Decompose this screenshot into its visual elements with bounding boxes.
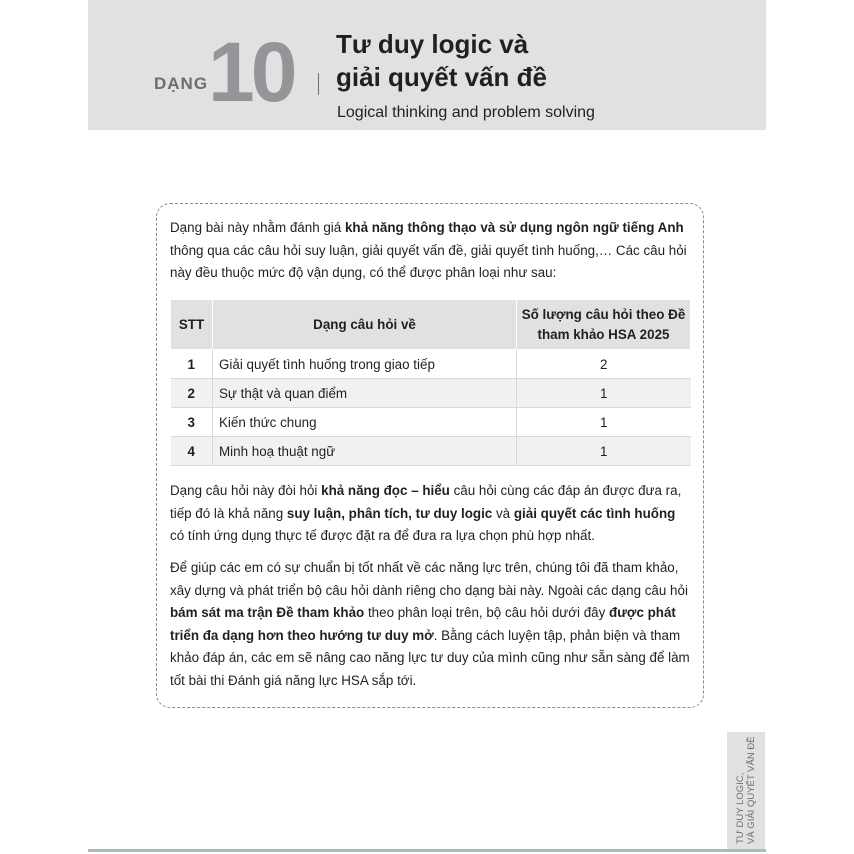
row-count: 2 (517, 350, 691, 379)
intro-text-1: Dạng bài này nhằm đánh giá (170, 220, 345, 235)
table-header-row (171, 300, 691, 350)
preparation-paragraph (170, 557, 692, 692)
skills-text-3: và (492, 505, 514, 521)
skills-bold-1: khả năng đọc – hiểu (321, 483, 450, 498)
intro-text-2: thông qua các câu hỏi suy luận, giải quyết vấn đề, giải quyết tình huống,… Các câu hỏi này đều thuộc mức độ vận dụng, có thể được phân loại như sau: (170, 242, 687, 280)
skills-bold-2: suy luận, phân tích, tư duy logic (286, 505, 493, 521)
question-types-table (170, 299, 691, 466)
row-count: 1 (517, 437, 691, 466)
header-count-line-2: tham khảo HSA 2025 (537, 326, 670, 342)
row-count: 1 (517, 379, 691, 408)
prep-bold-1: bám sát ma trận Đề tham khảo (170, 605, 365, 620)
prep-bold-2: được phát triển đa dạng hơn theo hướng tư duy mở (170, 605, 676, 643)
row-type: Sự thật và quan điểm (213, 379, 517, 408)
title-divider (318, 73, 319, 95)
chapter-title-line-1: Tư duy logic và (336, 29, 529, 59)
prep-text-3: . Bằng cách luyện tập, phản biện và tham khảo đáp án, các em sẽ nâng cao năng lực tư duy của mình cũng như sẵn sàng để làm tốt bài thi Đánh giá năng lực HSA sắp tới. (170, 627, 690, 688)
table-row (171, 437, 691, 466)
intro-bold-1: khả năng thông thạo và sử dụng ngôn ngữ tiếng Anh (344, 220, 684, 235)
table-row (171, 379, 691, 408)
row-stt: 1 (171, 350, 213, 379)
skills-bold-3: giải quyết các tình huống (513, 505, 676, 521)
skills-text-1: Dạng câu hỏi này đòi hỏi (170, 483, 322, 498)
header-type: Dạng câu hỏi về (213, 300, 517, 350)
side-tab-text (735, 736, 757, 844)
chapter-side-tab (727, 732, 765, 850)
header-count (517, 300, 691, 350)
row-type: Kiến thức chung (213, 408, 517, 437)
header-stt: STT (171, 300, 213, 350)
chapter-number: 10 (208, 25, 294, 119)
chapter-title-en: Logical thinking and problem solving (337, 104, 595, 121)
row-type: Giải quyết tình huống trong giao tiếp (213, 350, 517, 379)
row-count: 1 (517, 408, 691, 437)
chapter-title-line-2: giải quyết vấn đề (336, 62, 547, 92)
prep-text-1: Để giúp các em có sự chuẩn bị tốt nhất về các năng lực trên, chúng tôi đã tham khảo, xây dựng và phát triển bộ câu hỏi dành riêng cho dạng bài này. Ngoài các dạng câu hỏi (170, 560, 688, 598)
page-bottom-rule (88, 849, 766, 852)
row-type: Minh hoạ thuật ngữ (213, 437, 517, 466)
skills-paragraph (170, 480, 692, 548)
row-stt: 4 (171, 437, 213, 466)
table-row (171, 350, 691, 379)
header-count-line-1: Số lượng câu hỏi theo Đề (521, 306, 686, 322)
skills-text-2: câu hỏi cùng các đáp án được đưa ra, tiếp đó là khả năng (170, 483, 682, 521)
chapter-header (88, 0, 766, 130)
side-tab-line-2: VÀ GIẢI QUYẾT VẤN ĐỀ (746, 736, 757, 844)
side-tab-line-1: TƯ DUY LOGIC, (735, 772, 746, 844)
prep-text-2: theo phân loại trên, bộ câu hỏi dưới đây (364, 605, 610, 620)
chapter-title-vi (336, 28, 547, 94)
row-stt: 3 (171, 408, 213, 437)
chapter-label: DẠNG (154, 74, 209, 93)
intro-paragraph (170, 217, 692, 285)
table-row (171, 408, 691, 437)
skills-text-4: có tính ứng dụng thực tế được đặt ra để đưa ra lựa chọn phù hợp nhất. (170, 528, 595, 543)
row-stt: 2 (171, 379, 213, 408)
